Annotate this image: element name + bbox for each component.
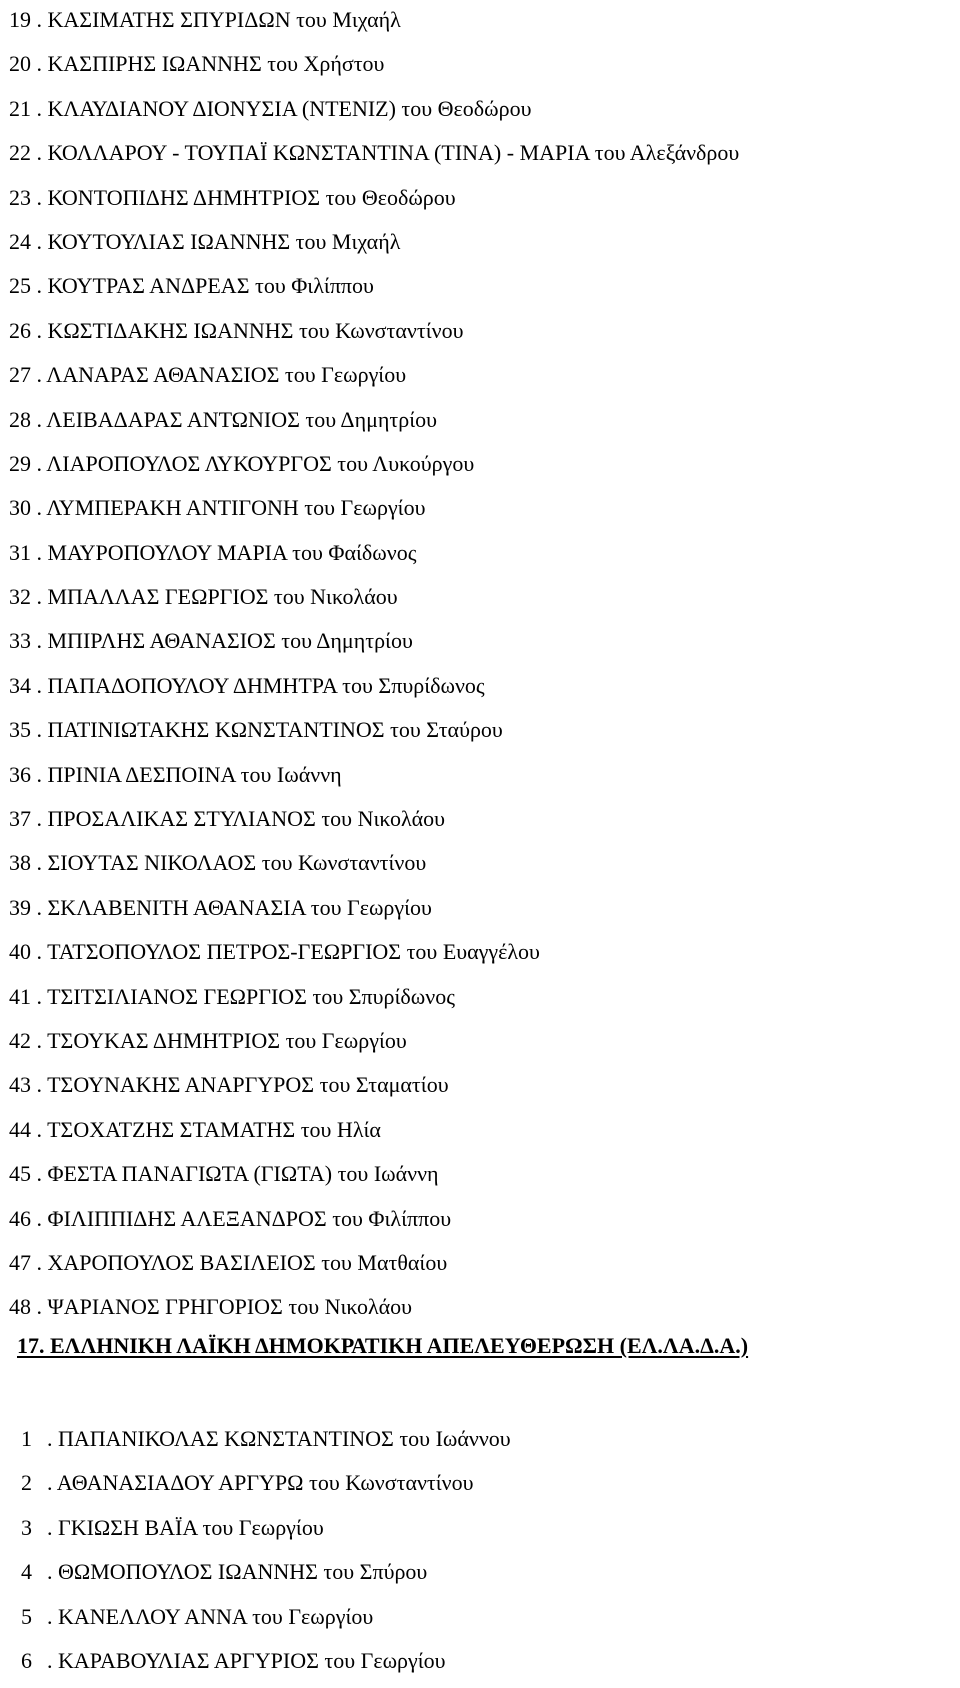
- entry-number: 22: [9, 140, 31, 166]
- list-item: 25 . ΚΟΥΤΡΑΣ ΑΝΔΡΕΑΣ του Φιλίππου: [0, 264, 739, 308]
- entry-name: ΑΘΑΝΑΣΙΑΔΟΥ ΑΡΓΥΡΩ του Κωνσταντίνου: [56, 1470, 474, 1496]
- list-item: 21 . ΚΛΑΥΔΙΑΝΟΥ ΔΙΟΝΥΣΙΑ (ΝΤΕΝΙΖ) του Θεοδώρου: [0, 87, 739, 131]
- list-item: 5 . ΚΑΝΕΛΛΟΥ ΑΝΝΑ του Γεωργίου: [0, 1595, 511, 1639]
- entry-name: ΧΑΡΟΠΟΥΛΟΣ ΒΑΣΙΛΕΙΟΣ του Ματθαίου: [47, 1249, 448, 1275]
- entry-name: ΠΑΠΑΝΙΚΟΛΑΣ ΚΩΝΣΤΑΝΤΙΝΟΣ του Ιωάννου: [58, 1426, 511, 1451]
- list-item: 41 . ΤΣΙΤΣΙΛΙΑΝΟΣ ΓΕΩΡΓΙΟΣ του Σπυρίδωνος: [0, 975, 739, 1019]
- list-item: 42 . ΤΣΟΥΚΑΣ ΔΗΜΗΤΡΙΟΣ του Γεωργίου: [0, 1019, 739, 1063]
- entry-name: ΛΥΜΠΕΡΑΚΗ ΑΝΤΙΓΟΝΗ του Γεωργίου: [46, 495, 426, 521]
- list-item: 22 . ΚΟΛΛΑΡΟΥ - ΤΟΥΠΑΪ ΚΩΝΣΤΑΝΤΙΝΑ (ΤΙΝΑ) - ΜΑΡΙΑ του Αλεξάνδρου: [0, 131, 739, 175]
- entry-number: 1: [21, 1426, 32, 1451]
- list-item: 43 . ΤΣΟΥΝΑΚΗΣ ΑΝΑΡΓΥΡΟΣ του Σταματίου: [0, 1063, 739, 1107]
- list-item: 3 . ΓΚΙΩΣΗ ΒΑΪΑ του Γεωργίου: [0, 1506, 511, 1550]
- entry-number: 34: [9, 672, 31, 698]
- list-item: 26 . ΚΩΣΤΙΔΑΚΗΣ ΙΩΑΝΝΗΣ του Κωνσταντίνου: [0, 309, 739, 353]
- entry-name: ΚΑΝΕΛΛΟΥ ΑΝΝΑ του Γεωργίου: [58, 1603, 374, 1629]
- list-item: 34 . ΠΑΠΑΔΟΠΟΥΛΟΥ ΔΗΜΗΤΡΑ του Σπυρίδωνος: [0, 664, 739, 708]
- entry-name: ΤΣΟΥΝΑΚΗΣ ΑΝΑΡΓΥΡΟΣ του Σταματίου: [47, 1072, 449, 1098]
- entry-name: ΠΑΤΙΝΙΩΤΑΚΗΣ ΚΩΝΣΤΑΝΤΙΝΟΣ του Σταύρου: [47, 717, 503, 743]
- entry-name: ΚΑΡΑΒΟΥΛΙΑΣ ΑΡΓΥΡΙΟΣ του Γεωργίου: [58, 1647, 446, 1673]
- entry-name: ΚΟΥΤΟΥΛΙΑΣ ΙΩΑΝΝΗΣ του Μιχαήλ: [47, 228, 401, 254]
- list-item: 1 . ΠΑΠΑΝΙΚΟΛΑΣ ΚΩΝΣΤΑΝΤΙΝΟΣ του Ιωάννου: [0, 1417, 511, 1461]
- list-item: 37 . ΠΡΟΣΑΛΙΚΑΣ ΣΤΥΛΙΑΝΟΣ του Νικολάου: [0, 797, 739, 841]
- entry-name: ΜΠΙΡΛΗΣ ΑΘΑΝΑΣΙΟΣ του Δημητρίου: [47, 628, 413, 654]
- list-item: 28 . ΛΕΙΒΑΔΑΡΑΣ ΑΝΤΩΝΙΟΣ του Δημητρίου: [0, 398, 739, 442]
- entry-name: ΛΕΙΒΑΔΑΡΑΣ ΑΝΤΩΝΙΟΣ του Δημητρίου: [46, 406, 438, 432]
- entry-number: 28: [9, 406, 31, 432]
- entry-number: 3: [21, 1514, 32, 1540]
- list-item: 24 . ΚΟΥΤΟΥΛΙΑΣ ΙΩΑΝΝΗΣ του Μιχαήλ: [0, 220, 739, 264]
- entry-name: ΠΡΟΣΑΛΙΚΑΣ ΣΤΥΛΙΑΝΟΣ του Νικολάου: [47, 806, 446, 832]
- entry-number: 20: [9, 51, 31, 77]
- list-item: 29 . ΛΙΑΡΟΠΟΥΛΟΣ ΛΥΚΟΥΡΓΟΣ του Λυκούργου: [0, 442, 739, 486]
- entry-name: ΚΟΥΤΡΑΣ ΑΝΔΡΕΑΣ του Φιλίππου: [47, 273, 374, 299]
- entry-name: ΛΑΝΑΡΑΣ ΑΘΑΝΑΣΙΟΣ του Γεωργίου: [46, 362, 407, 388]
- list-item: 30 . ΛΥΜΠΕΡΑΚΗ ΑΝΤΙΓΟΝΗ του Γεωργίου: [0, 486, 739, 530]
- entry-name: ΛΙΑΡΟΠΟΥΛΟΣ ΛΥΚΟΥΡΓΟΣ του Λυκούργου: [46, 450, 475, 476]
- entry-name: ΓΚΙΩΣΗ ΒΑΪΑ του Γεωργίου: [58, 1514, 324, 1540]
- entry-number: 19: [9, 7, 31, 32]
- entry-name: ΣΙΟΥΤΑΣ ΝΙΚΟΛΑΟΣ του Κωνσταντίνου: [47, 850, 427, 876]
- entry-name: ΤΣΟΧΑΤΖΗΣ ΣΤΑΜΑΤΗΣ του Ηλία: [47, 1116, 381, 1142]
- entry-number: 46: [9, 1205, 31, 1231]
- entry-number: 32: [9, 584, 31, 610]
- entry-number: 27: [9, 362, 31, 388]
- entry-name: ΚΩΣΤΙΔΑΚΗΣ ΙΩΑΝΝΗΣ του Κωνσταντίνου: [47, 317, 464, 343]
- entry-number: 35: [9, 717, 31, 743]
- list-item: 6 . ΚΑΡΑΒΟΥΛΙΑΣ ΑΡΓΥΡΙΟΣ του Γεωργίου: [0, 1639, 511, 1683]
- entry-number: 47: [9, 1249, 31, 1275]
- entry-number: 29: [9, 450, 31, 476]
- list-item: 40 . ΤΑΤΣΟΠΟΥΛΟΣ ΠΕΤΡΟΣ-ΓΕΩΡΓΙΟΣ του Ευαγγέλου: [0, 930, 739, 974]
- entry-name: ΚΑΣΠΙΡΗΣ ΙΩΑΝΝΗΣ του Χρήστου: [47, 51, 385, 77]
- entry-name: ΠΑΠΑΔΟΠΟΥΛΟΥ ΔΗΜΗΤΡΑ του Σπυρίδωνος: [47, 672, 485, 698]
- list-item: 44 . ΤΣΟΧΑΤΖΗΣ ΣΤΑΜΑΤΗΣ του Ηλία: [0, 1108, 739, 1152]
- entry-name: ΤΑΤΣΟΠΟΥΛΟΣ ΠΕΤΡΟΣ-ΓΕΩΡΓΙΟΣ του Ευαγγέλου: [47, 939, 540, 965]
- entry-name: ΜΠΑΛΛΑΣ ΓΕΩΡΓΙΟΣ του Νικολάου: [47, 584, 398, 610]
- party-heading: 17. ΕΛΛΗΝΙΚΗ ΛΑΪΚΗ ΔΗΜΟΚΡΑΤΙΚΗ ΑΠΕΛΕΥΘΕΡΩΣΗ (ΕΛ.ΛΑ.Δ.Α.): [17, 1333, 749, 1358]
- entry-name: ΣΚΛΑΒΕΝΙΤΗ ΑΘΑΝΑΣΙΑ του Γεωργίου: [47, 894, 432, 920]
- entry-name: ΚΟΝΤΟΠΙΔΗΣ ΔΗΜΗΤΡΙΟΣ του Θεοδώρου: [47, 184, 456, 210]
- list-item: 47 . ΧΑΡΟΠΟΥΛΟΣ ΒΑΣΙΛΕΙΟΣ του Ματθαίου: [0, 1241, 739, 1285]
- entry-name: ΨΑΡΙΑΝΟΣ ΓΡΗΓΟΡΙΟΣ του Νικολάου: [47, 1294, 413, 1320]
- entry-number: 37: [9, 806, 31, 832]
- entry-name: ΜΑΥΡΟΠΟΥΛΟΥ ΜΑΡΙΑ του Φαίδωνος: [47, 539, 417, 565]
- entry-name: ΚΟΛΛΑΡΟΥ - ΤΟΥΠΑΪ ΚΩΝΣΤΑΝΤΙΝΑ (ΤΙΝΑ) - ΜΑΡΙΑ του Αλεξάνδρου: [47, 140, 740, 166]
- entry-number: 5: [21, 1603, 32, 1629]
- list-item: 4 . ΘΩΜΟΠΟΥΛΟΣ ΙΩΑΝΝΗΣ του Σπύρου: [0, 1550, 511, 1594]
- entry-name: ΦΕΣΤΑ ΠΑΝΑΓΙΩΤΑ (ΓΙΩΤΑ) του Ιωάννη: [47, 1161, 439, 1187]
- entry-number: 4: [21, 1559, 32, 1585]
- entry-name: ΘΩΜΟΠΟΥΛΟΣ ΙΩΑΝΝΗΣ του Σπύρου: [58, 1559, 428, 1585]
- list-item: 46 . ΦΙΛΙΠΠΙΔΗΣ ΑΛΕΞΑΝΔΡΟΣ του Φιλίππου: [0, 1197, 739, 1241]
- list-item: 35 . ΠΑΤΙΝΙΩΤΑΚΗΣ ΚΩΝΣΤΑΝΤΙΝΟΣ του Σταύρου: [0, 708, 739, 752]
- entry-number: 41: [9, 983, 31, 1009]
- entry-number: 24: [9, 228, 31, 254]
- list-item: 20 . ΚΑΣΠΙΡΗΣ ΙΩΑΝΝΗΣ του Χρήστου: [0, 42, 739, 86]
- entry-number: 44: [9, 1116, 31, 1142]
- entry-number: 36: [9, 761, 31, 787]
- list-item: 33 . ΜΠΙΡΛΗΣ ΑΘΑΝΑΣΙΟΣ του Δημητρίου: [0, 619, 739, 663]
- list-item: 32 . ΜΠΑΛΛΑΣ ΓΕΩΡΓΙΟΣ του Νικολάου: [0, 575, 739, 619]
- list-item: 19 . ΚΑΣΙΜΑΤΗΣ ΣΠΥΡΙΔΩΝ του Μιχαήλ: [0, 0, 739, 42]
- entry-number: 33: [9, 628, 31, 654]
- candidate-list-party-17: [0, 1417, 511, 1683]
- entry-number: 39: [9, 894, 31, 920]
- entry-number: 31: [9, 539, 31, 565]
- entry-number: 2: [21, 1470, 32, 1496]
- entry-number: 21: [9, 95, 31, 121]
- entry-name: ΚΛΑΥΔΙΑΝΟΥ ΔΙΟΝΥΣΙΑ (ΝΤΕΝΙΖ) του Θεοδώρου: [47, 95, 532, 121]
- entry-name: ΠΡΙΝΙΑ ΔΕΣΠΟΙΝΑ του Ιωάννη: [47, 761, 342, 787]
- entry-number: 38: [9, 850, 31, 876]
- entry-number: 42: [9, 1027, 31, 1053]
- entry-number: 48: [9, 1294, 31, 1320]
- entry-name: ΤΣΙΤΣΙΛΙΑΝΟΣ ΓΕΩΡΓΙΟΣ του Σπυρίδωνος: [47, 983, 455, 1009]
- entry-number: 30: [9, 495, 31, 521]
- entry-number: 6: [21, 1647, 32, 1673]
- list-item: 27 . ΛΑΝΑΡΑΣ ΑΘΑΝΑΣΙΟΣ του Γεωργίου: [0, 353, 739, 397]
- entry-number: 40: [9, 939, 31, 965]
- list-item: 31 . ΜΑΥΡΟΠΟΥΛΟΥ ΜΑΡΙΑ του Φαίδωνος: [0, 531, 739, 575]
- entry-number: 45: [9, 1161, 31, 1187]
- entry-name: ΤΣΟΥΚΑΣ ΔΗΜΗΤΡΙΟΣ του Γεωργίου: [47, 1027, 407, 1053]
- list-item: 48 . ΨΑΡΙΑΝΟΣ ΓΡΗΓΟΡΙΟΣ του Νικολάου: [0, 1285, 739, 1329]
- list-item: 2 . ΑΘΑΝΑΣΙΑΔΟΥ ΑΡΓΥΡΩ του Κωνσταντίνου: [0, 1461, 511, 1505]
- entry-number: 23: [9, 184, 31, 210]
- list-item: 45 . ΦΕΣΤΑ ΠΑΝΑΓΙΩΤΑ (ΓΙΩΤΑ) του Ιωάννη: [0, 1152, 739, 1196]
- entry-name: ΦΙΛΙΠΠΙΔΗΣ ΑΛΕΞΑΝΔΡΟΣ του Φιλίππου: [47, 1205, 452, 1231]
- list-item: 38 . ΣΙΟΥΤΑΣ ΝΙΚΟΛΑΟΣ του Κωνσταντίνου: [0, 841, 739, 885]
- entry-number: 43: [9, 1072, 31, 1098]
- list-item: 36 . ΠΡΙΝΙΑ ΔΕΣΠΟΙΝΑ του Ιωάννη: [0, 753, 739, 797]
- entry-number: 25: [9, 273, 31, 299]
- list-item: 39 . ΣΚΛΑΒΕΝΙΤΗ ΑΘΑΝΑΣΙΑ του Γεωργίου: [0, 886, 739, 930]
- entry-name: ΚΑΣΙΜΑΤΗΣ ΣΠΥΡΙΔΩΝ του Μιχαήλ: [47, 7, 401, 32]
- entry-number: 26: [9, 317, 31, 343]
- list-item: 23 . ΚΟΝΤΟΠΙΔΗΣ ΔΗΜΗΤΡΙΟΣ του Θεοδώρου: [0, 176, 739, 220]
